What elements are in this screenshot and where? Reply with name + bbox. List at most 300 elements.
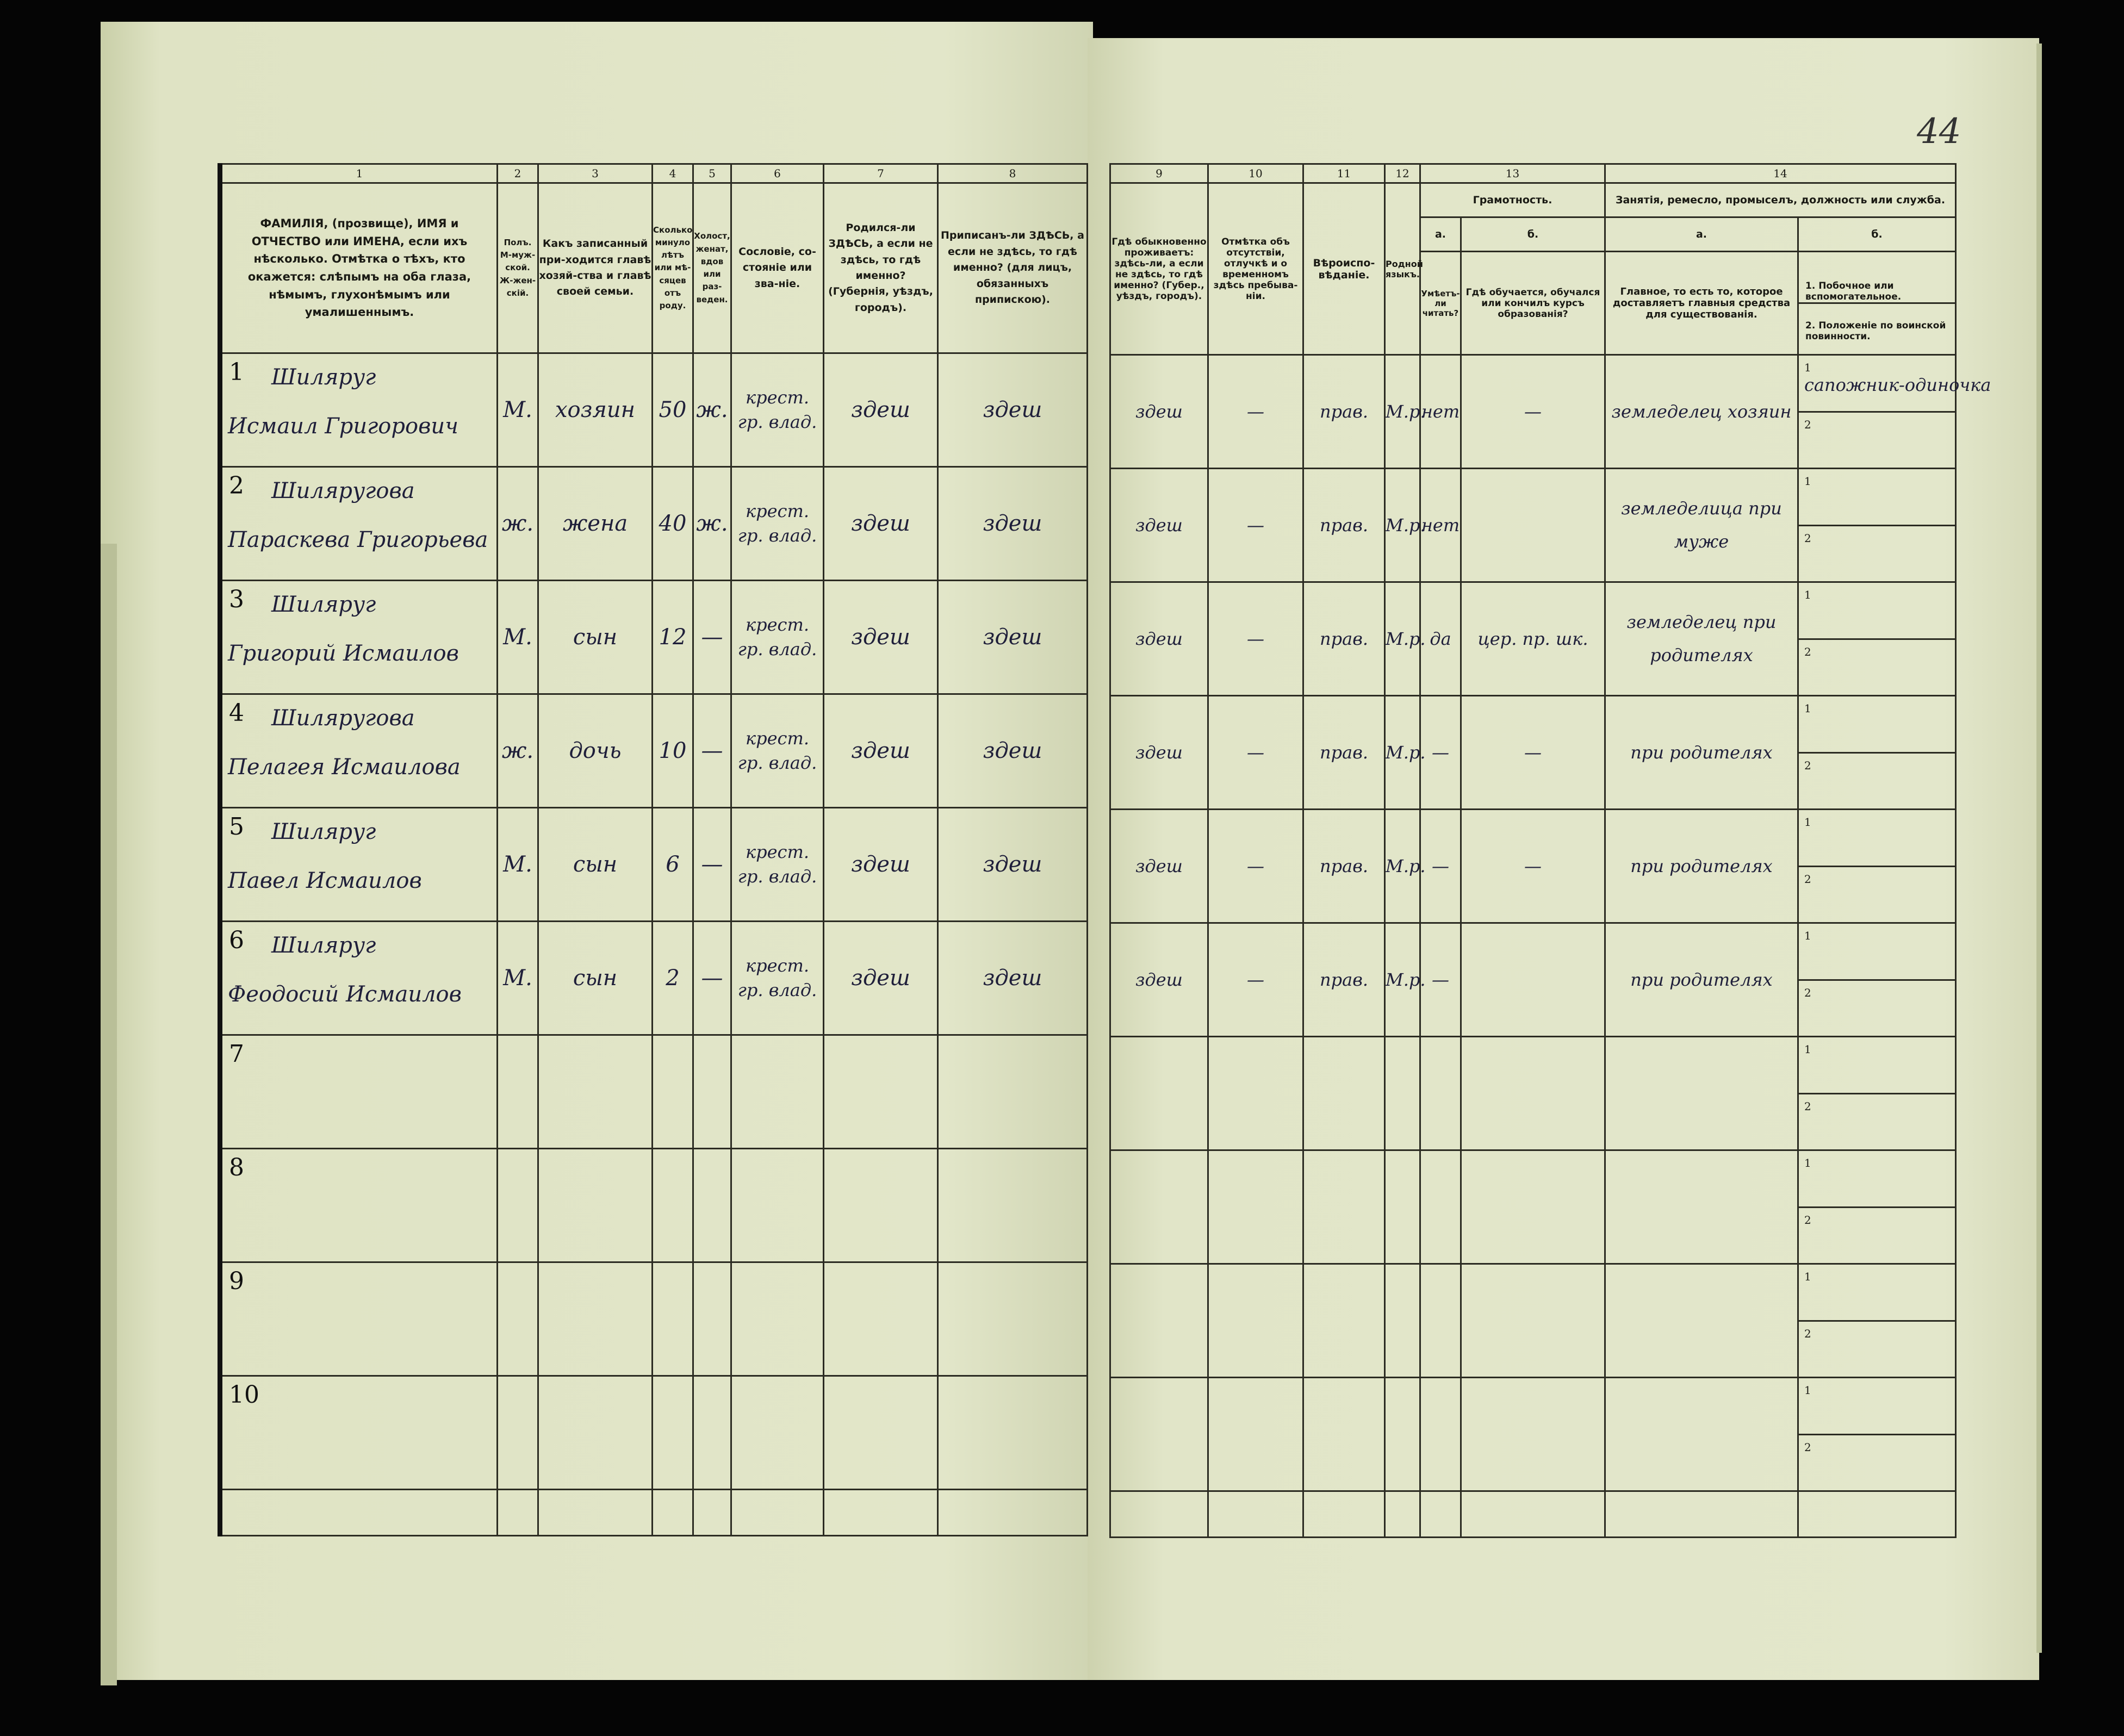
relation-cell: сын bbox=[538, 922, 653, 1035]
language-cell: М.р. bbox=[1385, 582, 1420, 696]
born-cell: здеш bbox=[824, 808, 938, 922]
main-occupation-cell: при родителях bbox=[1605, 810, 1798, 923]
col-number: 1 bbox=[220, 164, 498, 183]
registered-cell bbox=[938, 1035, 1088, 1149]
marital-cell: — bbox=[693, 808, 731, 922]
right-column-numbers bbox=[1110, 164, 1956, 183]
side-occupation-cell bbox=[1798, 1037, 1956, 1150]
main-occupation-cell: земледелица при муже bbox=[1605, 469, 1798, 582]
main-occupation-cell bbox=[1605, 1037, 1798, 1150]
surname: Шиляруг bbox=[271, 592, 376, 617]
row-number: 10 bbox=[229, 1381, 259, 1409]
estate-cell: крест. гр. влад. bbox=[731, 694, 824, 808]
age-cell bbox=[653, 1262, 693, 1376]
left-page-stack-edge bbox=[101, 544, 117, 1685]
language-cell bbox=[1385, 1037, 1420, 1150]
school-cell bbox=[1461, 923, 1605, 1037]
header-marital: Холост, женат, вдов или раз-веден. bbox=[693, 183, 731, 353]
table-row bbox=[220, 694, 1088, 808]
registered-cell: здеш bbox=[938, 581, 1088, 694]
surname: Шиляруг bbox=[271, 365, 376, 390]
age-cell: 50 bbox=[653, 353, 693, 467]
relation-cell: сын bbox=[538, 581, 653, 694]
literacy-cell bbox=[1420, 1264, 1461, 1378]
side-occupation-line bbox=[1799, 810, 1955, 867]
table-row bbox=[1110, 923, 1956, 1037]
sub-index: 2 bbox=[1804, 418, 1811, 431]
table-footer-row bbox=[220, 1490, 1088, 1536]
page-number-mark: 44 bbox=[1917, 111, 1961, 152]
military-status-line bbox=[1799, 1094, 1955, 1150]
sub-index: 1 bbox=[1804, 702, 1811, 715]
surname: Шиляругова bbox=[271, 478, 415, 503]
sex-cell: ж. bbox=[498, 694, 538, 808]
residence-cell: здеш bbox=[1110, 469, 1208, 582]
empty-cell bbox=[1461, 1491, 1605, 1538]
side-occupation-cell bbox=[1798, 1150, 1956, 1264]
given-name: Григорий Исмаилов bbox=[228, 641, 459, 666]
right-page-edge bbox=[2036, 43, 2042, 1653]
absence-cell bbox=[1208, 1037, 1303, 1150]
right-header-block bbox=[1109, 184, 1955, 352]
sub-index: 1 bbox=[1804, 1156, 1811, 1169]
sub-index: 1 bbox=[1804, 1270, 1811, 1283]
residence-cell bbox=[1110, 1037, 1208, 1150]
registered-cell: здеш bbox=[938, 808, 1088, 922]
given-name: Пелагея Исмаилова bbox=[228, 755, 461, 780]
empty-cell bbox=[653, 1490, 693, 1536]
empty-cell bbox=[824, 1490, 938, 1536]
born-cell bbox=[824, 1149, 938, 1262]
table-row bbox=[220, 808, 1088, 922]
sub-index: 2 bbox=[1804, 1327, 1811, 1340]
sex-cell bbox=[498, 1376, 538, 1490]
relation-cell: дочь bbox=[538, 694, 653, 808]
military-status-line bbox=[1799, 1208, 1955, 1264]
row-number: 9 bbox=[229, 1267, 244, 1295]
header-occupation-a: а. bbox=[1605, 217, 1798, 252]
religion-cell bbox=[1303, 1150, 1385, 1264]
marital-cell bbox=[693, 1149, 731, 1262]
religion-cell bbox=[1303, 1264, 1385, 1378]
estate-cell bbox=[731, 1376, 824, 1490]
table-row bbox=[1110, 1037, 1956, 1150]
main-occupation-cell: земледелец при родителях bbox=[1605, 582, 1798, 696]
col-number: 7 bbox=[824, 164, 938, 183]
left-header-row bbox=[220, 183, 1088, 353]
sex-cell bbox=[498, 1262, 538, 1376]
header-registered: Приписанъ-ли ЗДѢСЬ, а если не здѣсь, то гдѣ именно? (для лицъ, обязанныхъ припискою). bbox=[938, 183, 1088, 353]
name-cell bbox=[220, 353, 498, 467]
registered-cell bbox=[938, 1376, 1088, 1490]
absence-cell: — bbox=[1208, 355, 1303, 469]
col-number: 8 bbox=[938, 164, 1088, 183]
military-status-line bbox=[1799, 867, 1955, 923]
empty-cell bbox=[220, 1490, 498, 1536]
sub-index: 1 bbox=[1804, 1043, 1811, 1056]
estate-cell: крест. гр. влад. bbox=[731, 353, 824, 467]
header-religion: Вѣроиспо-вѣданіе. bbox=[1303, 183, 1385, 355]
born-cell: здеш bbox=[824, 694, 938, 808]
table-row bbox=[1110, 810, 1956, 923]
header-language: Родной языкъ. bbox=[1385, 183, 1420, 355]
marital-cell bbox=[693, 1262, 731, 1376]
residence-cell: здеш bbox=[1110, 923, 1208, 1037]
empty-cell bbox=[1420, 1491, 1461, 1538]
table-row bbox=[220, 1376, 1088, 1490]
school-cell bbox=[1461, 1378, 1605, 1491]
residence-cell bbox=[1110, 1264, 1208, 1378]
name-cell bbox=[220, 1149, 498, 1262]
table-row bbox=[1110, 1378, 1956, 1491]
empty-cell bbox=[1605, 1491, 1798, 1538]
sub-index: 1 bbox=[1804, 1384, 1811, 1397]
main-occupation-cell bbox=[1605, 1264, 1798, 1378]
header-relation: Какъ записанный при-ходится главѣ хозяй-ства и главѣ своей семьи. bbox=[538, 183, 653, 353]
school-cell bbox=[1461, 469, 1605, 582]
side-occupation-cell bbox=[1798, 1264, 1956, 1378]
language-cell bbox=[1385, 1150, 1420, 1264]
relation-cell: жена bbox=[538, 467, 653, 581]
table-row bbox=[1110, 469, 1956, 582]
side-occupation-line bbox=[1799, 1265, 1955, 1322]
religion-cell bbox=[1303, 1378, 1385, 1491]
given-name: Параскева Григорьева bbox=[228, 527, 488, 552]
sub-index: 2 bbox=[1804, 872, 1811, 886]
religion-cell: прав. bbox=[1303, 355, 1385, 469]
estate-cell: крест. гр. влад. bbox=[731, 467, 824, 581]
literacy-cell: нет bbox=[1420, 355, 1461, 469]
side-occupation-cell bbox=[1798, 582, 1956, 696]
age-cell: 2 bbox=[653, 922, 693, 1035]
literacy-cell: — bbox=[1420, 696, 1461, 810]
language-cell: М.р. bbox=[1385, 469, 1420, 582]
language-cell: М.р. bbox=[1385, 696, 1420, 810]
absence-cell bbox=[1208, 1264, 1303, 1378]
col-number: 10 bbox=[1208, 164, 1303, 183]
literacy-cell: — bbox=[1420, 923, 1461, 1037]
age-cell: 12 bbox=[653, 581, 693, 694]
empty-cell bbox=[938, 1490, 1088, 1536]
side-occupation-cell bbox=[1798, 696, 1956, 810]
absence-cell bbox=[1208, 1378, 1303, 1491]
col-number: 5 bbox=[693, 164, 731, 183]
born-cell: здеш bbox=[824, 922, 938, 1035]
registered-cell bbox=[938, 1262, 1088, 1376]
religion-cell: прав. bbox=[1303, 810, 1385, 923]
absence-cell: — bbox=[1208, 923, 1303, 1037]
residence-cell: здеш bbox=[1110, 696, 1208, 810]
name-cell bbox=[220, 808, 498, 922]
registered-cell: здеш bbox=[938, 467, 1088, 581]
residence-cell: здеш bbox=[1110, 810, 1208, 923]
main-occupation-cell: при родителях bbox=[1605, 923, 1798, 1037]
school-cell bbox=[1461, 1037, 1605, 1150]
empty-cell bbox=[693, 1490, 731, 1536]
sex-cell: ж. bbox=[498, 467, 538, 581]
sub-index: 1 bbox=[1804, 929, 1811, 942]
header-military-status: 2. Положеніе по воинской повинности. bbox=[1805, 320, 1946, 342]
absence-cell: — bbox=[1208, 469, 1303, 582]
relation-cell bbox=[538, 1262, 653, 1376]
military-status-line bbox=[1799, 754, 1955, 809]
residence-cell: здеш bbox=[1110, 355, 1208, 469]
side-occupation-line bbox=[1799, 1151, 1955, 1208]
side-occupation-cell bbox=[1798, 923, 1956, 1037]
relation-cell bbox=[538, 1149, 653, 1262]
military-status-line bbox=[1799, 640, 1955, 695]
empty-cell bbox=[538, 1490, 653, 1536]
right-census-table bbox=[1109, 163, 1991, 1538]
main-occupation-cell bbox=[1605, 1150, 1798, 1264]
school-cell: цер. пр. шк. bbox=[1461, 582, 1605, 696]
sub-index: 2 bbox=[1804, 531, 1811, 545]
header-residence: Гдѣ обыкновенно проживаетъ: здѣсь-ли, а если не здѣсь, то гдѣ именно? (Губер., уѣздъ, городъ). bbox=[1110, 183, 1208, 355]
name-cell bbox=[220, 922, 498, 1035]
surname: Шиляруг bbox=[271, 819, 376, 844]
marital-cell bbox=[693, 1035, 731, 1149]
given-name: Исмаил Григорович bbox=[228, 414, 459, 439]
age-cell: 40 bbox=[653, 467, 693, 581]
side-occupation-cell bbox=[1798, 355, 1991, 469]
name-cell bbox=[220, 1035, 498, 1149]
absence-cell: — bbox=[1208, 582, 1303, 696]
born-cell: здеш bbox=[824, 353, 938, 467]
residence-cell bbox=[1110, 1378, 1208, 1491]
literacy-cell bbox=[1420, 1378, 1461, 1491]
military-status-line bbox=[1799, 981, 1955, 1036]
language-cell bbox=[1385, 1264, 1420, 1378]
age-cell bbox=[653, 1035, 693, 1149]
marital-cell: — bbox=[693, 581, 731, 694]
religion-cell bbox=[1303, 1037, 1385, 1150]
side-occupation-cell bbox=[1798, 810, 1956, 923]
table-row bbox=[220, 1262, 1088, 1376]
header-age: Сколько минуло лѣтъ или мѣ-сяцев отъ роду. bbox=[653, 183, 693, 353]
side-occupation: сапожник-одиночка bbox=[1804, 375, 1991, 395]
absence-cell bbox=[1208, 1150, 1303, 1264]
side-occupation-line bbox=[1799, 696, 1955, 754]
marital-cell: ж. bbox=[693, 467, 731, 581]
header-main-occupation: Главное, то есть то, которое доставляетъ главныя средства для существованія. bbox=[1605, 252, 1798, 355]
table-row bbox=[220, 1149, 1088, 1262]
header-sex: Полъ. М-муж-ской. Ж-жен-скій. bbox=[498, 183, 538, 353]
header-born: Родился-ли ЗДѢСЬ, а если не здѣсь, то гдѣ именно? (Губернія, уѣздъ, городъ). bbox=[824, 183, 938, 353]
sub-index: 1 bbox=[1804, 475, 1811, 488]
col-number: 12 bbox=[1385, 164, 1420, 183]
registered-cell bbox=[938, 1149, 1088, 1262]
literacy-cell: нет bbox=[1420, 469, 1461, 582]
empty-cell bbox=[498, 1490, 538, 1536]
side-occupation-line bbox=[1799, 583, 1955, 640]
marital-cell bbox=[693, 1376, 731, 1490]
table-row bbox=[220, 1035, 1088, 1149]
given-name: Павел Исмаилов bbox=[228, 868, 422, 893]
table-row bbox=[1110, 1264, 1956, 1378]
sex-cell bbox=[498, 1035, 538, 1149]
age-cell: 10 bbox=[653, 694, 693, 808]
sub-index: 2 bbox=[1804, 645, 1811, 658]
language-cell bbox=[1385, 1378, 1420, 1491]
row-number: 8 bbox=[229, 1154, 244, 1181]
name-cell bbox=[220, 1262, 498, 1376]
estate-cell: крест. гр. влад. bbox=[731, 922, 824, 1035]
col-number: 9 bbox=[1110, 164, 1208, 183]
estate-cell: крест. гр. влад. bbox=[731, 581, 824, 694]
language-cell: М.р. bbox=[1385, 923, 1420, 1037]
marital-cell: ж. bbox=[693, 353, 731, 467]
relation-cell bbox=[538, 1035, 653, 1149]
left-census-table bbox=[218, 163, 1088, 1536]
empty-cell bbox=[731, 1490, 824, 1536]
header-literacy-a: а. bbox=[1420, 217, 1461, 252]
table-row bbox=[220, 922, 1088, 1035]
relation-cell bbox=[538, 1376, 653, 1490]
header-literacy: Грамотность. bbox=[1420, 183, 1605, 217]
header-education: Гдѣ обучается, обучался или кончилъ курсъ образованія? bbox=[1461, 252, 1605, 355]
residence-cell bbox=[1110, 1150, 1208, 1264]
relation-cell: хозяин bbox=[538, 353, 653, 467]
marital-cell: — bbox=[693, 694, 731, 808]
col-number: 13 bbox=[1420, 164, 1605, 183]
estate-cell: крест. гр. влад. bbox=[731, 808, 824, 922]
col-number: 11 bbox=[1303, 164, 1385, 183]
table-footer-row bbox=[1110, 1491, 1956, 1538]
table-row bbox=[220, 467, 1088, 581]
literacy-cell bbox=[1420, 1150, 1461, 1264]
main-occupation-cell: при родителях bbox=[1605, 696, 1798, 810]
military-status-line bbox=[1799, 1322, 1955, 1377]
empty-cell bbox=[1208, 1491, 1303, 1538]
empty-cell bbox=[1303, 1491, 1385, 1538]
table-row bbox=[220, 353, 1088, 467]
row-number: 3 bbox=[229, 586, 244, 613]
military-status-line bbox=[1799, 413, 1955, 468]
school-cell bbox=[1461, 1264, 1605, 1378]
sex-cell bbox=[498, 1149, 538, 1262]
row-number: 1 bbox=[229, 358, 244, 386]
sub-index: 2 bbox=[1804, 1099, 1811, 1113]
born-cell bbox=[824, 1262, 938, 1376]
sub-index: 1 bbox=[1804, 361, 1811, 374]
literacy-cell: да bbox=[1420, 582, 1461, 696]
sub-index: 2 bbox=[1804, 1213, 1811, 1227]
sex-cell: М. bbox=[498, 581, 538, 694]
residence-cell: здеш bbox=[1110, 582, 1208, 696]
row-number: 5 bbox=[229, 813, 244, 841]
age-cell: 6 bbox=[653, 808, 693, 922]
relation-cell: сын bbox=[538, 808, 653, 922]
table-row bbox=[1110, 355, 1956, 469]
military-status-line bbox=[1799, 1435, 1955, 1491]
sex-cell: М. bbox=[498, 353, 538, 467]
religion-cell: прав. bbox=[1303, 582, 1385, 696]
header-can-read: Умѣетъ-ли читать? bbox=[1420, 252, 1461, 355]
name-cell bbox=[220, 467, 498, 581]
estate-cell bbox=[731, 1149, 824, 1262]
side-occupation-line bbox=[1799, 356, 1991, 413]
col-number: 14 bbox=[1605, 164, 1956, 183]
name-cell bbox=[220, 1376, 498, 1490]
absence-cell: — bbox=[1208, 696, 1303, 810]
sub-index: 2 bbox=[1804, 1440, 1811, 1454]
religion-cell: прав. bbox=[1303, 923, 1385, 1037]
school-cell: — bbox=[1461, 810, 1605, 923]
row-number: 6 bbox=[229, 926, 244, 954]
estate-cell bbox=[731, 1262, 824, 1376]
religion-cell: прав. bbox=[1303, 469, 1385, 582]
col-number: 6 bbox=[731, 164, 824, 183]
side-occupation-line bbox=[1799, 469, 1955, 526]
header-literacy-b: б. bbox=[1461, 217, 1605, 252]
side-occupation-line bbox=[1799, 1378, 1955, 1435]
sex-cell: М. bbox=[498, 922, 538, 1035]
literacy-cell: — bbox=[1420, 810, 1461, 923]
born-cell: здеш bbox=[824, 467, 938, 581]
born-cell: здеш bbox=[824, 581, 938, 694]
age-cell bbox=[653, 1149, 693, 1262]
name-cell bbox=[220, 694, 498, 808]
header-estate: Сословіе, со-стояніе или зва-ніе. bbox=[731, 183, 824, 353]
estate-cell bbox=[731, 1035, 824, 1149]
side-occupation-line bbox=[1799, 1037, 1955, 1094]
absence-cell: — bbox=[1208, 810, 1303, 923]
surname: Шиляруг bbox=[271, 933, 376, 958]
empty-cell bbox=[1110, 1491, 1208, 1538]
header-side-occupation: 1. Побочное или вспомогательное. bbox=[1799, 264, 1955, 304]
empty-cell bbox=[1798, 1491, 1956, 1538]
row-number: 7 bbox=[229, 1040, 244, 1068]
registered-cell: здеш bbox=[938, 922, 1088, 1035]
empty-cell bbox=[1385, 1491, 1420, 1538]
school-cell: — bbox=[1461, 355, 1605, 469]
side-occupation-cell bbox=[1798, 469, 1956, 582]
marital-cell: — bbox=[693, 922, 731, 1035]
born-cell bbox=[824, 1376, 938, 1490]
sub-index: 2 bbox=[1804, 758, 1811, 772]
header-occupation-b: б. bbox=[1798, 217, 1956, 252]
given-name: Феодосий Исмаилов bbox=[228, 982, 462, 1007]
header-absence: Отмѣтка объ отсутствіи, отлучкѣ и о временномъ здѣсь пребыва-ніи. bbox=[1208, 183, 1303, 355]
table-row bbox=[1110, 696, 1956, 810]
sex-cell: М. bbox=[498, 808, 538, 922]
table-row bbox=[1110, 582, 1956, 696]
school-cell: — bbox=[1461, 696, 1605, 810]
table-row bbox=[220, 581, 1088, 694]
sub-index: 1 bbox=[1804, 588, 1811, 601]
main-occupation-cell bbox=[1605, 1378, 1798, 1491]
sub-index: 2 bbox=[1804, 986, 1811, 999]
main-occupation-cell: земледелец хозяин bbox=[1605, 355, 1798, 469]
side-occupation-cell bbox=[1798, 1378, 1956, 1491]
side-occupation-line bbox=[1799, 924, 1955, 981]
religion-cell: прав. bbox=[1303, 696, 1385, 810]
table-row bbox=[1110, 1150, 1956, 1264]
left-column-numbers bbox=[220, 164, 1088, 183]
header-occupation: Занятія, ремесло, промыселъ, должность или служба. bbox=[1605, 183, 1956, 217]
row-number: 4 bbox=[229, 699, 244, 727]
sub-index: 1 bbox=[1804, 816, 1811, 829]
name-cell bbox=[220, 581, 498, 694]
col-number: 4 bbox=[653, 164, 693, 183]
age-cell bbox=[653, 1376, 693, 1490]
row-number: 2 bbox=[229, 472, 244, 500]
language-cell: М.р. bbox=[1385, 810, 1420, 923]
col-number: 2 bbox=[498, 164, 538, 183]
header-name: ФАМИЛІЯ, (прозвище), ИМЯ и ОТЧЕСТВО или ИМЕНА, если ихъ нѣсколько. Отмѣтка о тѣхъ, кто окажется: слѣпымъ на оба глаза, нѣмымъ, глухонѣмымъ или умалишеннымъ. bbox=[220, 183, 498, 353]
registered-cell: здеш bbox=[938, 694, 1088, 808]
school-cell bbox=[1461, 1150, 1605, 1264]
